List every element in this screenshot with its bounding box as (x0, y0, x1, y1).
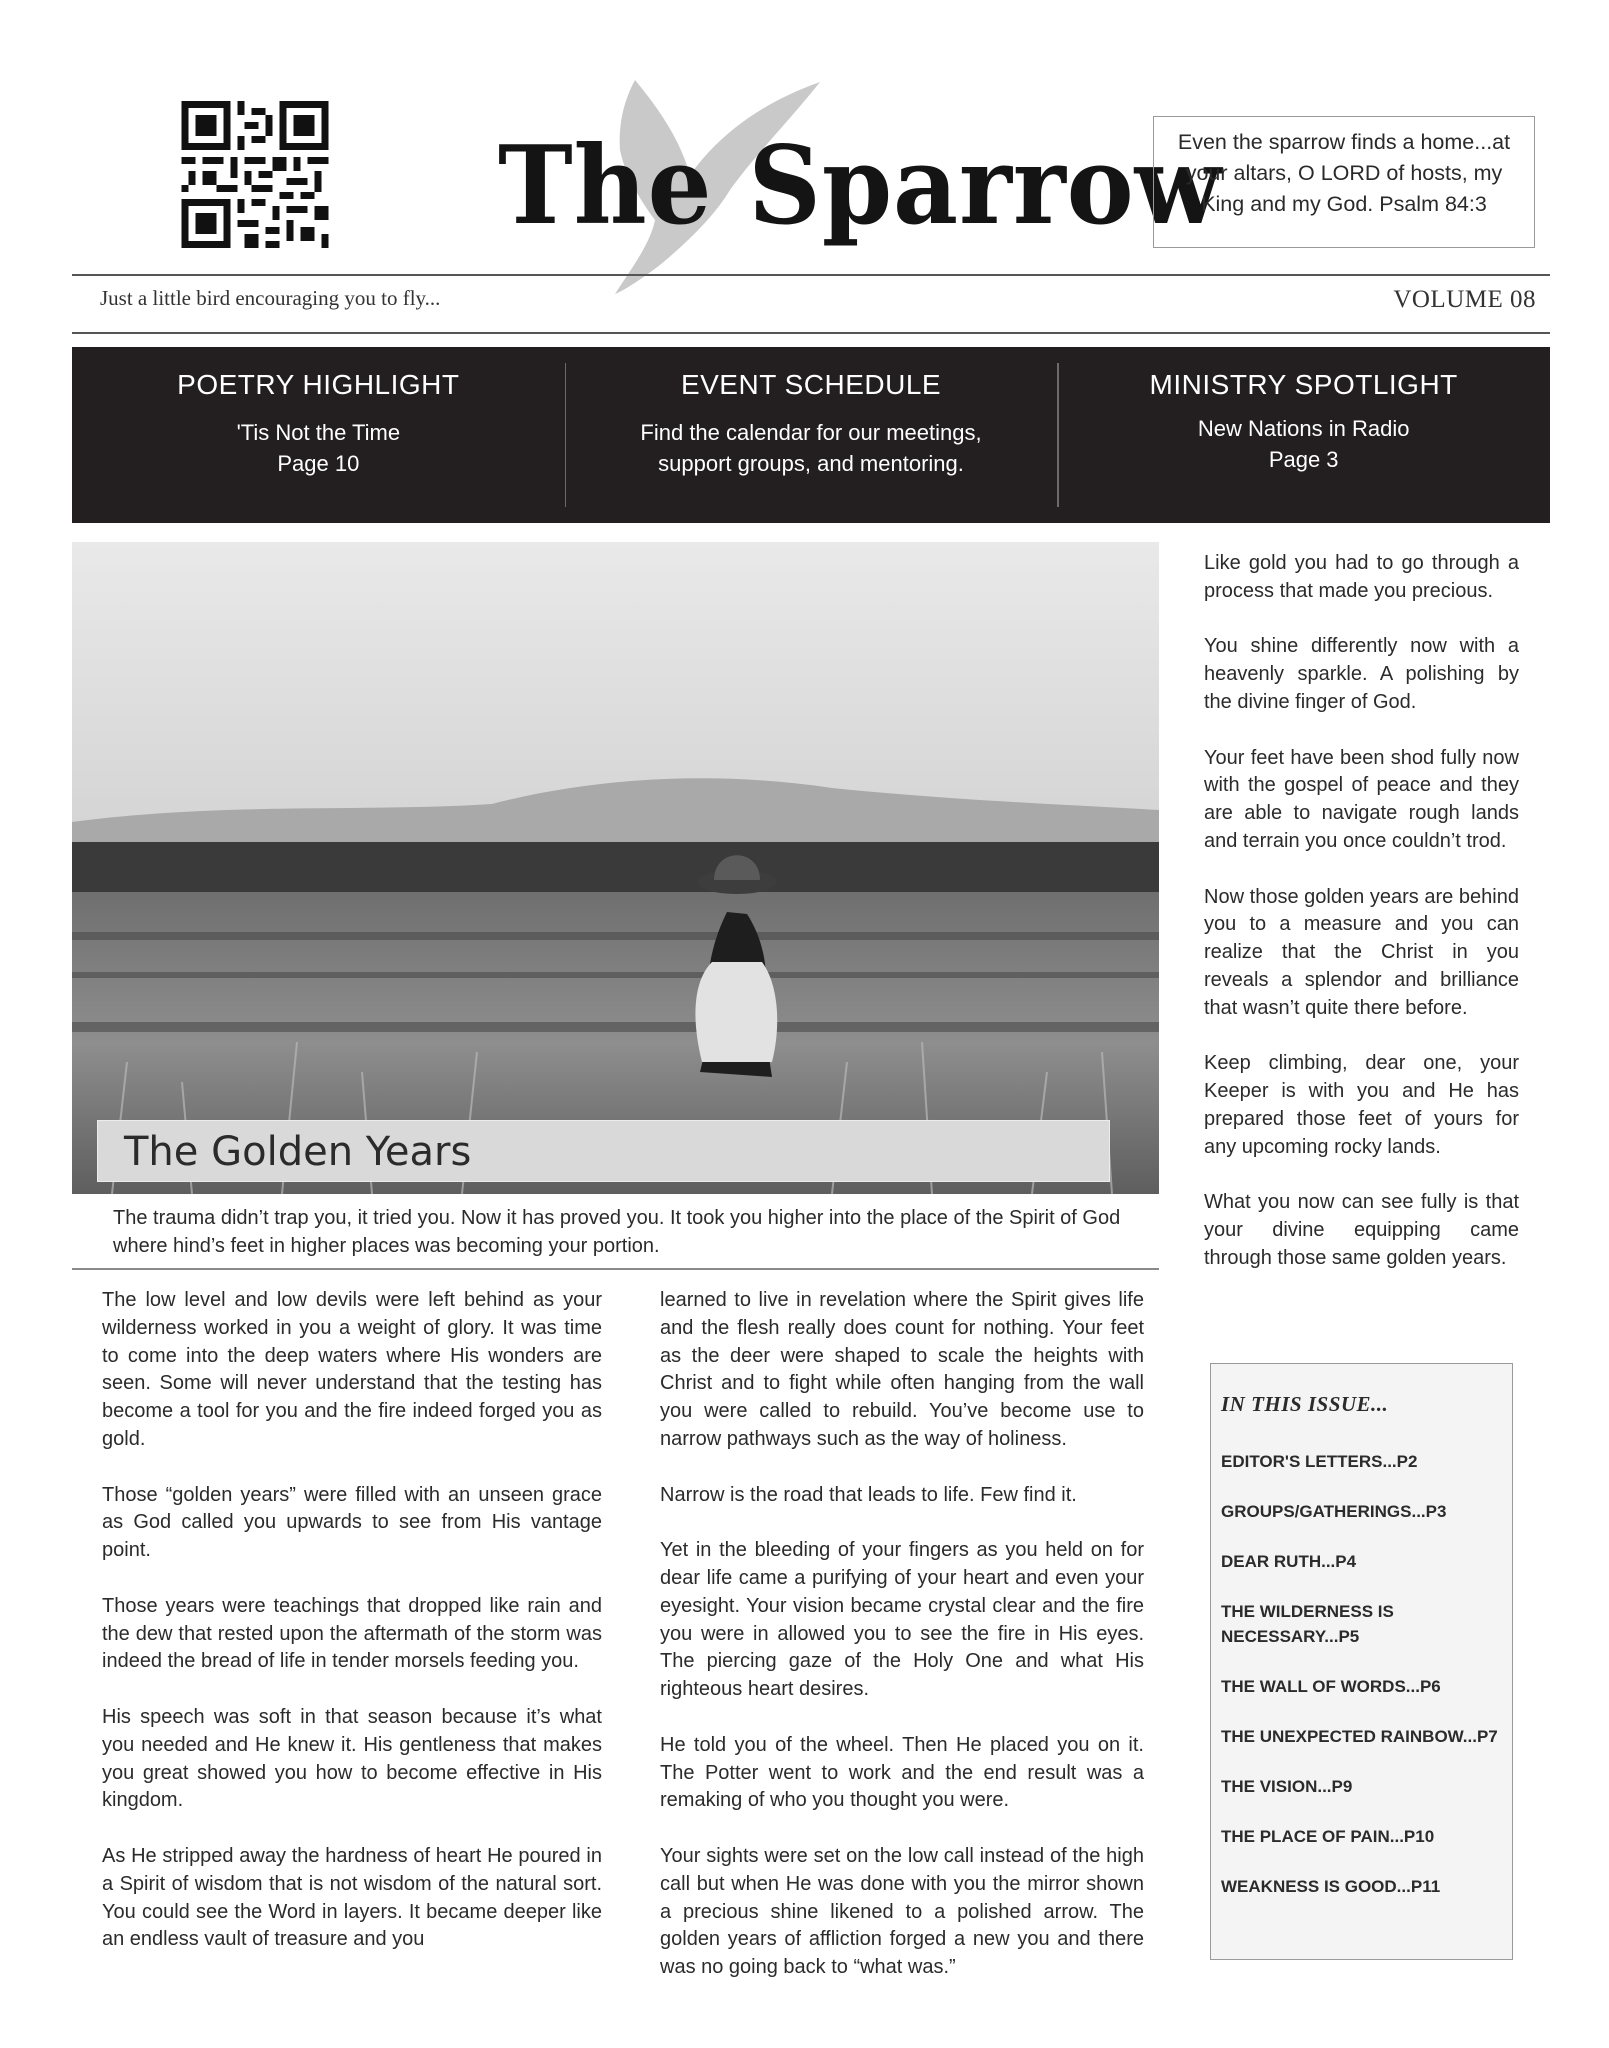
poetry-line: 'Tis Not the Time (236, 420, 401, 445)
issue-item[interactable]: EDITOR'S LETTERS...P2 (1221, 1452, 1418, 1471)
paragraph: Narrow is the road that leads to life. Few find it. (660, 1483, 1077, 1506)
paragraph: As He stripped away the hardness of heart He poured in a Spirit of wisdom that is not wisdom of the natural sort. You could see the Word in layers. It became deeper like an endless vault of treasure and you (102, 1844, 602, 1951)
poetry-highlight (72, 347, 565, 523)
tagline: Just a little bird encouraging you to fly... (100, 286, 441, 310)
paragraph: The low level and low devils were left behind as your wilderness worked in you a weight of glory. It was time to come into the deep waters where His wonders are seen. Some will never understand that the testing has become a tool for you and the fire indeed forged you as gold. (102, 1289, 602, 1450)
paragraph: What you now can see fully is that your divine equipping came through those same golden years. (1204, 1191, 1519, 1269)
verse-box: Even the sparrow finds a home...at your altars, O LORD of hosts, my King and my God. Psalm 84:3 (1153, 116, 1535, 248)
issue-item[interactable]: THE VISION...P9 (1221, 1777, 1353, 1796)
paragraph: His speech was soft in that season because it’s what you needed and He knew it. His gentleness that makes you great showed you how to become effective in His kingdom. (102, 1705, 602, 1812)
article-column-left (102, 1287, 602, 1954)
event-schedule (565, 347, 1058, 523)
paragraph: Those “golden years” were filled with an unseen grace as God called you upwards to see from His vantage point. (102, 1483, 602, 1562)
events-line: Find the calendar for our meetings, (640, 420, 982, 445)
paragraph: Keep climbing, dear one, your Keeper is with you and He has prepared those feet of yours for any upcoming rocky lands. (1204, 1052, 1519, 1158)
header-rule-bottom (72, 332, 1550, 334)
article-title: The Golden Years (124, 1129, 472, 1175)
issue-title: IN THIS ISSUE... (1221, 1392, 1389, 1416)
ministry-line: New Nations in Radio (1197, 416, 1410, 441)
newsletter-title: The Sparrow (498, 123, 1223, 249)
masthead (480, 80, 1223, 300)
issue-item[interactable]: THE WILDERNESS IS NECESSARY...P5 (1221, 1602, 1394, 1646)
issue-item[interactable]: GROUPS/GATHERINGS...P3 (1221, 1502, 1447, 1521)
feature-banner (72, 347, 1550, 523)
paragraph: He told you of the wheel. Then He placed you on it. The Potter went to work and the end result was a remaking of who you thought you were. (660, 1733, 1144, 1812)
in-this-issue-box (1210, 1363, 1513, 1960)
article-title-box (97, 1120, 1110, 1182)
paragraph: learned to live in revelation where the Spirit gives life and the flesh really does count for nothing. Your feet as the deer were shaped to scale the heights with Christ and to fight while often hanging from the wall you were called to rebuild. You’ve become use to narrow pathways such as the way of holiness. (660, 1289, 1144, 1450)
article-column-middle (660, 1287, 1144, 1982)
events-line: support groups, and mentoring. (658, 451, 964, 476)
paragraph: Your feet have been shod fully now with the gospel of peace and they are able to navigate rough lands and terrain you once couldn’t trod. (1204, 746, 1519, 852)
hero-photo (72, 542, 1159, 1194)
volume-label: VOLUME 08 (1393, 286, 1536, 313)
ministry-page: Page 3 (1268, 447, 1339, 472)
article-column-right (1204, 550, 1519, 1273)
issue-list (1221, 1449, 1502, 1899)
paragraph: Your sights were set on the low call instead of the high call but when He was done with you the mirror shown a precious shine likened to a polished arrow. The golden years of affliction forged a new you and there was no going back to “what was.” (660, 1844, 1144, 1979)
poetry-page: Page 10 (277, 451, 360, 476)
paragraph: Now those golden years are behind you to a measure and you can realize that the Christ in you reveals a splendor and brilliance that wasn’t quite there before. (1204, 885, 1519, 1019)
issue-item[interactable]: DEAR RUTH...P4 (1221, 1552, 1357, 1571)
article-lead: The trauma didn’t trap you, it tried you. Now it has proved you. It took you higher into the place of the Spirit of God where hind’s feet in higher places was becoming your portion. (113, 1207, 1121, 1257)
paragraph: Yet in the bleeding of your fingers as you held on for dear life came a purifying of your heart and even your eyesight. Your vision became crystal clear and the fire you were in allowed you to see the fire in His eyes. The piercing gaze of the Holy One and what His righteous heart desires. (660, 1539, 1144, 1701)
lead-divider (72, 1268, 1159, 1270)
issue-item[interactable]: THE UNEXPECTED RAINBOW...P7 (1221, 1727, 1498, 1746)
paragraph: Like gold you had to go through a process that made you precious. (1204, 552, 1519, 602)
issue-item[interactable]: THE WALL OF WORDS...P6 (1221, 1677, 1441, 1696)
issue-item[interactable]: THE PLACE OF PAIN...P10 (1221, 1827, 1435, 1846)
paragraph: You shine differently now with a heavenly sparkle. A polishing by the divine finger of God. (1204, 635, 1519, 713)
ministry-spotlight (1057, 347, 1550, 523)
ministry-heading: MINISTRY SPOTLIGHT (1149, 369, 1458, 400)
header-rule-top (72, 274, 1550, 276)
qr-code-icon (178, 101, 332, 248)
paragraph: Those years were teachings that dropped like rain and the dew that rested upon the aftermath of the storm was indeed the bread of life in tender morsels feeding you. (102, 1594, 602, 1673)
issue-item[interactable]: WEAKNESS IS GOOD...P11 (1221, 1877, 1441, 1896)
poetry-heading: POETRY HIGHLIGHT (177, 369, 460, 400)
events-heading: EVENT SCHEDULE (680, 369, 942, 400)
